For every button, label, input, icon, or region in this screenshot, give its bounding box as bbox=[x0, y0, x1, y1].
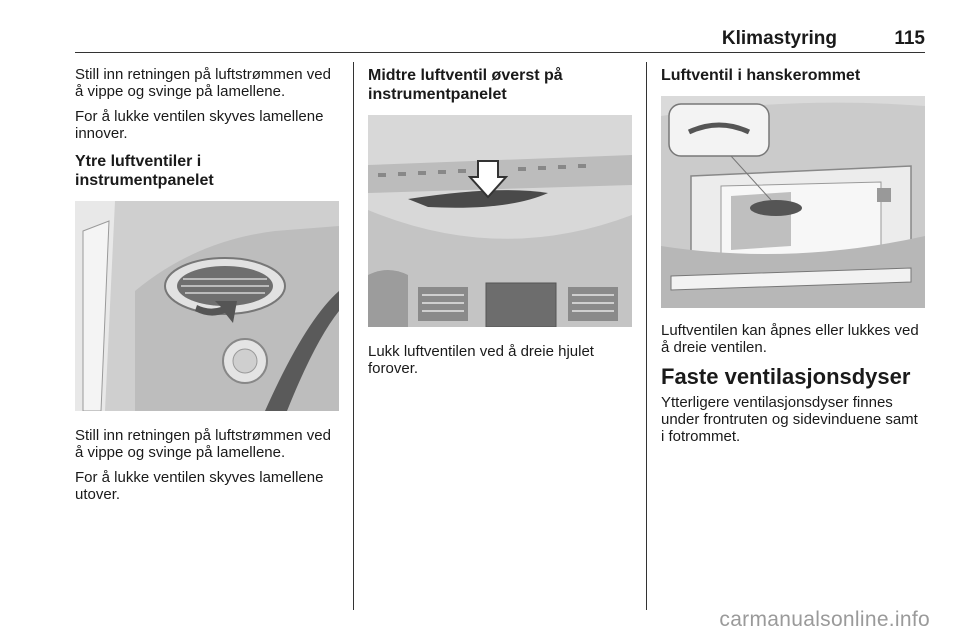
paragraph: For å lukke ventilen skyves lamellene innover. bbox=[75, 108, 324, 142]
section-heading-large: Faste ventilasjonsdyser bbox=[661, 364, 911, 389]
paragraph: Luftventilen kan åpnes eller lukkes ved å dreie ventilen. bbox=[661, 322, 919, 356]
paragraph: Still inn retningen på luftstrømmen ved å vippe og svinge på lamellene. bbox=[75, 66, 331, 100]
page-header bbox=[75, 28, 925, 50]
glovebox-air-vent-illustration bbox=[661, 96, 925, 308]
paragraph: Ytterligere ventilasjonsdyser finnes under frontruten og sidevinduene samt i fotrommet. bbox=[661, 394, 918, 445]
column-2 bbox=[368, 66, 632, 385]
paragraph: Lukk luftventilen ved å dreie hjulet forover. bbox=[368, 343, 594, 377]
column-3 bbox=[661, 66, 925, 453]
column-divider-1 bbox=[353, 62, 354, 610]
section-heading: Luftventil i hanskerommet bbox=[661, 67, 861, 84]
column-1 bbox=[75, 66, 339, 511]
paragraph: Still inn retningen på luftstrømmen ved å vippe og svinge på lamellene. bbox=[75, 427, 331, 461]
header-rule bbox=[75, 52, 925, 53]
column-divider-2 bbox=[646, 62, 647, 610]
paragraph: For å lukke ventilen skyves lamellene utover. bbox=[75, 469, 324, 503]
page-number: 115 bbox=[894, 28, 925, 49]
section-heading: Midtre luftventil øverst på instrumentpanelet bbox=[368, 67, 563, 103]
section-title: Klimastyring bbox=[721, 28, 837, 49]
watermark: carmanualsonline.info bbox=[719, 608, 930, 631]
section-heading: Ytre luftventiler i instrumentpanelet bbox=[75, 153, 214, 189]
center-air-vent-illustration bbox=[368, 115, 632, 327]
outer-air-vent-illustration bbox=[75, 201, 339, 411]
